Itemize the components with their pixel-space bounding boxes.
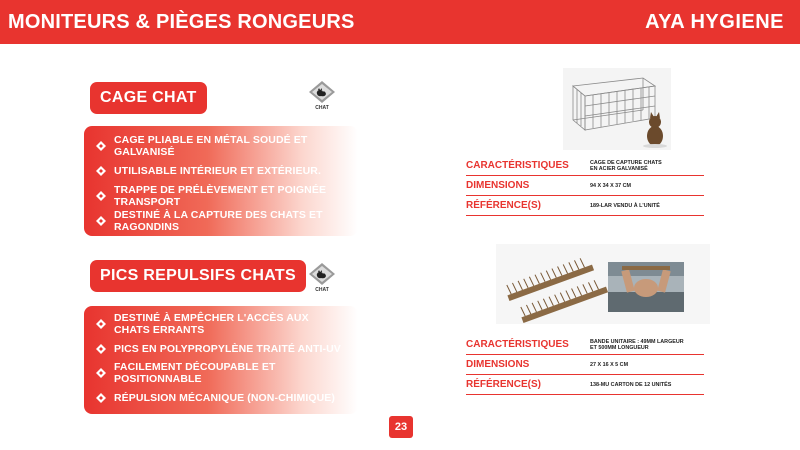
feature-text: TRAPPE DE PRÉLÈVEMENT ET POIGNÉE TRANSPORT	[114, 183, 327, 208]
cage-trap-image	[563, 68, 671, 150]
diamond-bullet-icon	[96, 191, 106, 201]
logo-text: CHAT	[315, 287, 329, 293]
spec-value: 189-LAR VENDU À L'UNITÉ	[590, 202, 660, 209]
spec-label: CARACTÉRISTIQUES	[466, 339, 569, 350]
section-badge-cage-chat: CAGE CHAT	[90, 82, 207, 114]
diamond-bullet-icon	[96, 319, 106, 329]
spec-label: RÉFÉRENCE(S)	[466, 200, 542, 211]
section-badge-pics-repulsifs: PICS REPULSIFS CHATS	[90, 260, 306, 292]
spec-row-dimensions	[466, 355, 704, 375]
feature-item	[96, 361, 346, 386]
feature-item	[96, 158, 346, 183]
spec-row-caracteristiques	[466, 156, 704, 176]
feature-text: FACILEMENT DÉCOUPABLE ET POSITIONNABLE	[114, 361, 276, 386]
spec-row-caracteristiques	[466, 335, 704, 355]
feature-item	[96, 208, 346, 233]
brand-name: AYA HYGIENE	[645, 10, 784, 33]
spec-label: CARACTÉRISTIQUES	[466, 160, 569, 171]
logo-text: CHAT	[315, 105, 329, 111]
diamond-bullet-icon	[96, 368, 106, 378]
page-header	[0, 0, 800, 44]
spec-value: BANDE UNITAIRE : 49MM LARGEUR ET 500MM LONGUEUR	[590, 338, 684, 351]
spec-row-dimensions	[466, 176, 704, 196]
feature-text: RÉPULSION MÉCANIQUE (NON-CHIMIQUE)	[114, 391, 335, 404]
diamond-bullet-icon	[96, 393, 106, 403]
feature-text: DESTINÉ À LA CAPTURE DES CHATS ET RAGONDINS	[114, 208, 323, 233]
features-list-pics-repulsifs	[84, 306, 358, 414]
spec-value: CAGE DE CAPTURE CHATS EN ACIER GALVANISÉ	[590, 159, 662, 172]
spec-label: RÉFÉRENCE(S)	[466, 379, 542, 390]
feature-text: CAGE PLIABLE EN MÉTAL SOUDÉ ET GALVANISÉ	[114, 133, 308, 158]
diamond-bullet-icon	[96, 216, 106, 226]
spec-label: DIMENSIONS	[466, 359, 530, 370]
feature-item	[96, 133, 346, 158]
page-number: 23	[389, 416, 413, 438]
cat-logo	[307, 262, 337, 294]
features-list-cage-chat	[84, 126, 358, 236]
specs-table-cage-chat	[466, 156, 704, 216]
feature-item	[96, 337, 346, 362]
feature-item	[96, 312, 346, 337]
spec-row-reference	[466, 196, 704, 216]
page-title: MONITEURS & PIÈGES RONGEURS	[8, 10, 355, 33]
spec-value: 27 X 16 X 5 CM	[590, 361, 629, 368]
specs-table-pics-repulsifs	[466, 335, 704, 395]
diamond-bullet-icon	[96, 166, 106, 176]
spec-label: DIMENSIONS	[466, 180, 530, 191]
feature-item	[96, 183, 346, 208]
feature-text: PICS EN POLYPROPYLÈNE TRAITÉ ANTI-UV	[114, 342, 341, 355]
feature-item	[96, 386, 346, 411]
feature-text: DESTINÉ À EMPÊCHER L'ACCÈS AUX CHATS ERRANTS	[114, 312, 309, 337]
cat-silhouette-icon	[307, 80, 337, 104]
diamond-bullet-icon	[96, 141, 106, 151]
spec-value: 94 X 34 X 37 CM	[590, 182, 632, 189]
diamond-bullet-icon	[96, 344, 106, 354]
cat-silhouette-icon	[307, 262, 337, 286]
spec-row-reference	[466, 375, 704, 395]
feature-text: UTILISABLE INTÉRIEUR ET EXTÉRIEUR.	[114, 164, 321, 177]
cat-logo	[307, 80, 337, 112]
spec-value: 138-MU CARTON DE 12 UNITÉS	[590, 381, 672, 388]
spike-strips-image	[496, 244, 710, 324]
